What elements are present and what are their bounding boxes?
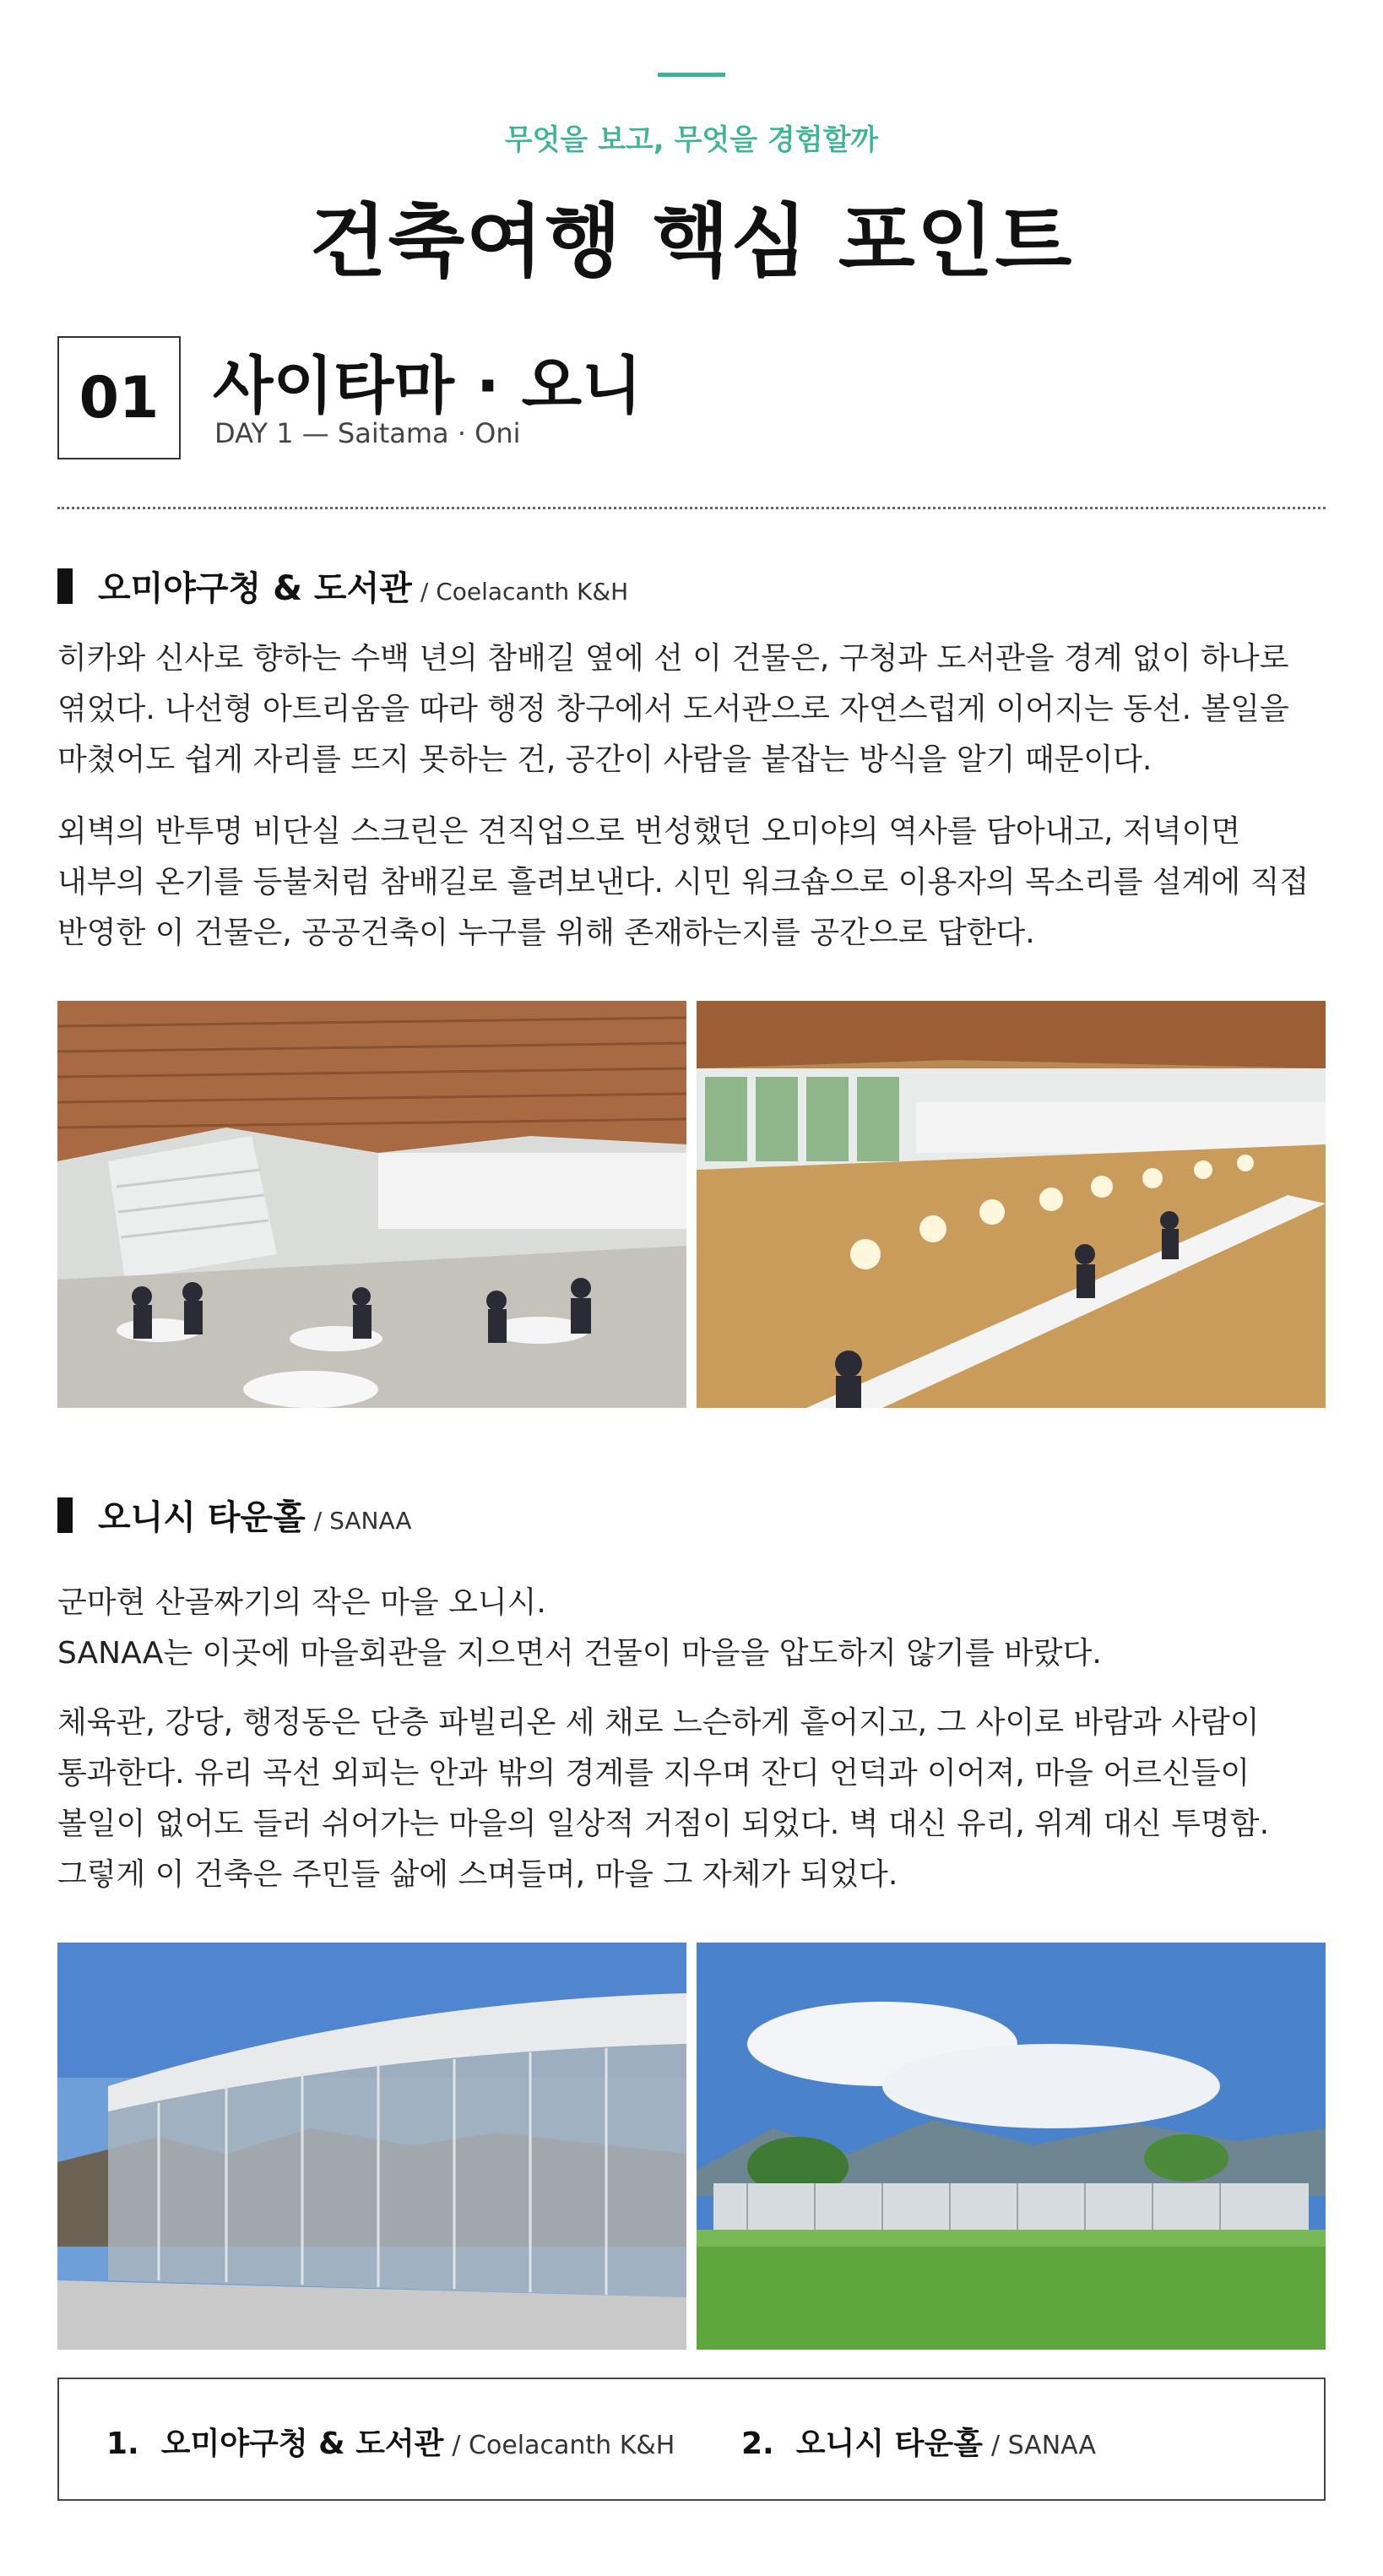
section-heading-omiya	[57, 562, 628, 610]
day-subtitle: DAY 1 — Saitama · Oni	[214, 417, 521, 449]
index-name: 오니시 타운홀	[795, 2427, 983, 2461]
dotted-divider	[57, 507, 1326, 509]
photo-omiya-library	[697, 1001, 1326, 1408]
section-paragraph: 히카와 신사로 향하는 수백 년의 참배길 옆에 선 이 건물은, 구청과 도서관을 경계 없이 하나로 엮었다. 나선형 아트리움을 따라 행정 창구에서 도서관으로 자연스럽게 이어지는 동선. 볼일을 마쳤어도 쉽게 자리를 뜨지 못하는 건, 공간이 사람을 붙잡는 방식을 알기 때문이다.	[57, 641, 1289, 777]
accent-line	[658, 73, 725, 77]
section-heading-onishi	[57, 1491, 412, 1539]
page-title: 건축여행 핵심 포인트	[309, 196, 1074, 288]
summary-index-box	[57, 2378, 1326, 2501]
day-number-badge: 01	[57, 336, 181, 459]
section-architect: / SANAA	[313, 1507, 412, 1535]
index-number: 2.	[741, 2427, 774, 2461]
section-architect: / Coelacanth K&H	[420, 578, 629, 606]
section-marker	[57, 568, 73, 604]
section-paragraph: 외벽의 반투명 비단실 스크린은 견직업으로 번성했던 오미야의 역사를 담아내고, 저녁이면 내부의 온기를 등불처럼 참배길로 흘려보낸다. 시민 워크숍으로 이용자의 목소리를 설계에 직접 반영한 이 건물은, 공공건축이 누구를 위해 존재하는지를 공간으로 답한다.	[57, 814, 1310, 950]
photo-onishi-facade	[57, 1943, 686, 2350]
section-marker	[57, 1497, 73, 1533]
photo-onishi-lawn	[697, 1943, 1326, 2350]
section-paragraph: 체육관, 강당, 행정동은 단층 파빌리온 세 채로 느슨하게 흩어지고, 그 사이로 바람과 사람이 통과한다. 유리 곡선 외피는 안과 밖의 경계를 지우며 잔디 언덕과 이어져, 마을 어르신들이 볼일이 없어도 들러 쉬어가는 마을의 일상적 거점이 되었다. 벽 대신 유리, 위계 대신 투명함. 그렇게 이 건축은 주민들 삶에 스며들며, 마을 그 자체가 되었다.	[57, 1705, 1270, 1892]
index-name: 오미야구청 & 도서관	[160, 2427, 444, 2461]
index-architect: / Coelacanth K&H	[452, 2431, 675, 2460]
section-name: 오미야구청 & 도서관	[98, 569, 412, 608]
page-subtitle: 무엇을 보고, 무엇을 경험할까	[504, 123, 879, 157]
photo-omiya-atrium	[57, 1001, 686, 1408]
section-name: 오니시 타운홀	[98, 1498, 306, 1537]
index-item	[106, 2420, 675, 2463]
index-number: 1.	[106, 2427, 139, 2461]
section-paragraph: 군마현 산골짜기의 작은 마을 오니시. SANAA는 이곳에 마을회관을 지으면서 건물이 마을을 압도하지 않기를 바랐다.	[57, 1585, 1102, 1671]
index-item	[741, 2420, 1096, 2463]
index-architect: / SANAA	[990, 2431, 1097, 2460]
day-title: 사이타마 · 오니	[213, 350, 643, 422]
